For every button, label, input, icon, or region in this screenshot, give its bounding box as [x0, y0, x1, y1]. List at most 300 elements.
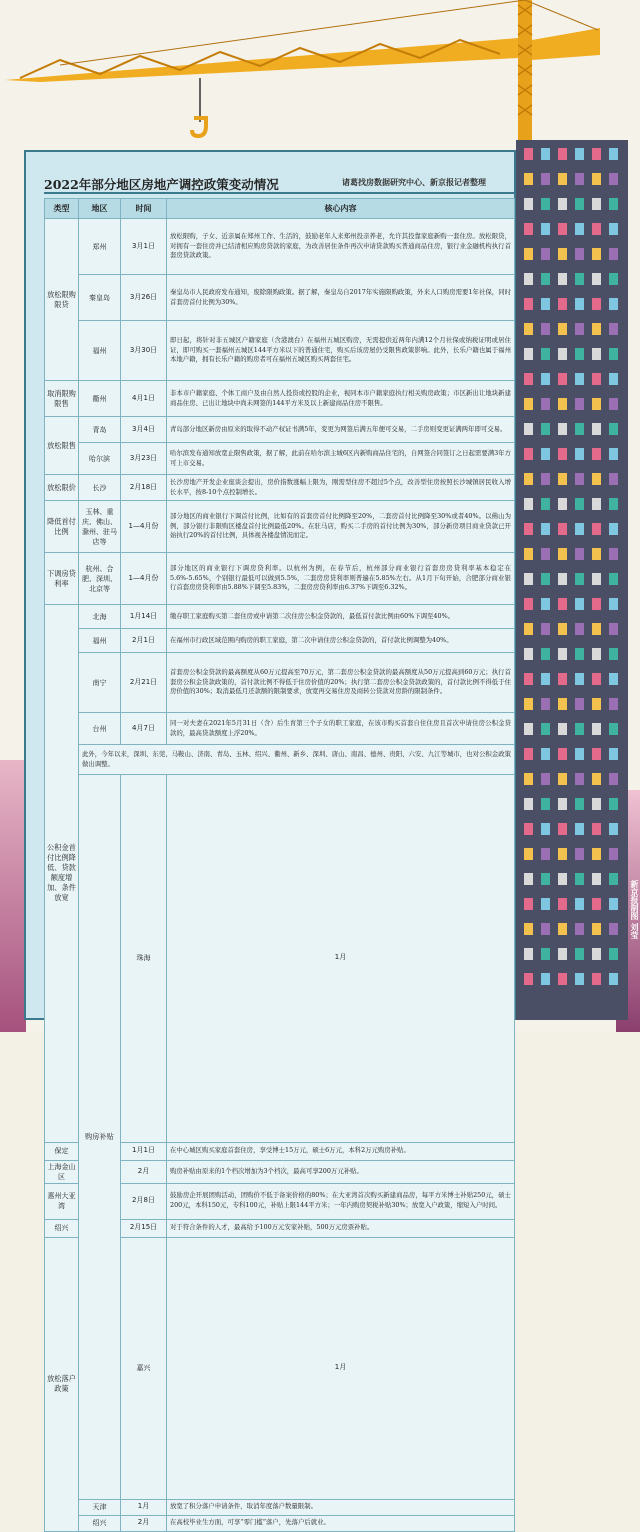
building-window	[541, 823, 550, 835]
title-divider	[44, 192, 514, 194]
building-window	[592, 323, 601, 335]
building-window	[609, 523, 618, 535]
header-time: 时间	[121, 199, 167, 219]
building-window	[609, 548, 618, 560]
building-window	[558, 173, 567, 185]
building-window	[575, 823, 584, 835]
building-window	[524, 298, 533, 310]
building-window	[609, 648, 618, 660]
content-cell: 秦皇岛市人民政府发布通知，废除限购政策。据了解，秦皇岛自2017年实施限购政策，外来人口购房需要1年社保，同时首套房首付比例为30%。	[167, 275, 515, 321]
header-type: 类型	[45, 199, 79, 219]
building-illustration	[516, 140, 628, 1020]
building-window	[524, 673, 533, 685]
time-cell: 2月18日	[121, 475, 167, 501]
building-window	[558, 648, 567, 660]
building-window	[558, 698, 567, 710]
building-window	[524, 498, 533, 510]
content-cell: 青岛部分地区新房由原来的取得不动产权证书满5年，变更为网签后满五年便可交易，二手房则变更证满两年即可交易。	[167, 417, 515, 443]
category-cell: 购房补贴	[79, 775, 121, 1500]
time-cell: 4月7日	[121, 713, 167, 745]
time-cell: 1月	[167, 1237, 515, 1499]
building-window	[541, 548, 550, 560]
region-cell: 绍兴	[45, 1219, 79, 1237]
building-window	[609, 298, 618, 310]
table-row	[45, 321, 515, 381]
building-window	[558, 198, 567, 210]
building-window	[541, 873, 550, 885]
building-window	[575, 148, 584, 160]
building-window	[592, 473, 601, 485]
content-cell: 鼓励房企开展团购活动，团购价不低于备案价格的80%；在大亚湾首次购买新建商品房，每平方米博士补贴250元，硕士200元，本科150元，专科100元，补贴上限144平方米；一年内购房契税补贴30%；放宽入户政策，缩短入户时间。	[167, 1183, 515, 1219]
building-window	[524, 173, 533, 185]
content-cell: 在高校毕业生方面，可享“零门槛”落户，先落户后就业。	[167, 1515, 515, 1531]
time-cell: 2月1日	[121, 629, 167, 653]
building-window	[524, 348, 533, 360]
building-window	[575, 848, 584, 860]
building-window	[575, 398, 584, 410]
building-window	[592, 873, 601, 885]
region-cell: 杭州、合肥、深圳、北京等	[79, 553, 121, 605]
time-cell: 1月	[167, 775, 515, 1143]
building-window	[541, 198, 550, 210]
table-row	[45, 653, 515, 713]
content-cell: 哈尔滨发布通知放宽止限售政策，据了解，此前在哈尔滨主城6区内新购商品住宅的，自网签合同签订之日起需要满3年方可上市交易。	[167, 443, 515, 475]
building-window	[592, 523, 601, 535]
building-window	[558, 423, 567, 435]
building-window	[541, 973, 550, 985]
building-window	[558, 548, 567, 560]
building-window	[541, 348, 550, 360]
building-window	[575, 173, 584, 185]
building-window	[592, 448, 601, 460]
building-window	[592, 273, 601, 285]
table-row	[45, 475, 515, 501]
building-window	[609, 198, 618, 210]
building-window	[558, 823, 567, 835]
building-window	[575, 448, 584, 460]
building-window	[575, 248, 584, 260]
building-window	[592, 623, 601, 635]
building-window	[575, 748, 584, 760]
building-window	[558, 273, 567, 285]
building-window	[524, 748, 533, 760]
building-window	[524, 948, 533, 960]
category-cell: 下调房贷利率	[45, 553, 79, 605]
building-window	[524, 773, 533, 785]
building-window	[558, 623, 567, 635]
table-row	[45, 629, 515, 653]
building-window	[541, 373, 550, 385]
category-cell: 取消限购限售	[45, 381, 79, 417]
building-window	[592, 848, 601, 860]
time-cell: 2月	[121, 1160, 167, 1183]
building-window	[541, 398, 550, 410]
time-cell: 2月21日	[121, 653, 167, 713]
policy-table	[44, 198, 515, 1532]
region-cell: 福州	[79, 629, 121, 653]
building-window	[541, 248, 550, 260]
building-window	[609, 873, 618, 885]
content-cell: 非本市户籍家庭、个体工商户及由自然人投资或控股的企业，视同本市户籍家庭执行相关购房政策；市区新出让地块新建商品住房、已出让地块中尚未网签的144平方米及以上新建商品住房不限售。	[167, 381, 515, 417]
building-window	[558, 298, 567, 310]
building-window	[558, 948, 567, 960]
region-cell: 嘉兴	[121, 1237, 167, 1499]
region-cell: 南宁	[79, 653, 121, 713]
building-window	[575, 573, 584, 585]
building-window	[609, 923, 618, 935]
building-window	[575, 548, 584, 560]
building-window	[558, 898, 567, 910]
category-cell: 放松限价	[45, 475, 79, 501]
region-cell: 福州	[79, 321, 121, 381]
building-window	[524, 248, 533, 260]
table-row	[45, 745, 515, 775]
building-window	[575, 723, 584, 735]
building-window	[575, 523, 584, 535]
building-window	[592, 348, 601, 360]
time-cell: 1月	[121, 1499, 167, 1515]
building-window	[575, 348, 584, 360]
building-window	[541, 673, 550, 685]
building-window	[609, 498, 618, 510]
building-window	[609, 673, 618, 685]
building-window	[524, 923, 533, 935]
building-window	[558, 373, 567, 385]
building-window	[541, 623, 550, 635]
time-cell: 3月23日	[121, 443, 167, 475]
time-cell: 2月8日	[121, 1183, 167, 1219]
time-cell: 3月26日	[121, 275, 167, 321]
content-cell: 首套房公积金贷款的最高额度从60万元提高至70万元，第二套房公积金贷款的最高额度从50万元提高到60万元；执行首套房公积金贷款政策的，首付款比例不得低于住房价值的20%；执行第二套房公积金贷款政策的，首付款比例不得低于住房价值的30%；取消最低月还款额的限制要求，放宽再交易住房及商转公贷款对房龄的限制条件。	[167, 653, 515, 713]
building-window	[541, 448, 550, 460]
building-window	[541, 898, 550, 910]
region-cell: 哈尔滨	[79, 443, 121, 475]
building-window	[609, 773, 618, 785]
building-window	[592, 223, 601, 235]
building-window	[541, 298, 550, 310]
building-window	[592, 298, 601, 310]
building-window	[575, 648, 584, 660]
building-window	[558, 223, 567, 235]
table-row	[45, 1515, 515, 1531]
region-cell: 北海	[79, 605, 121, 629]
building-window	[575, 948, 584, 960]
table-row	[45, 553, 515, 605]
content-cell: 放松限购，子女、近亲属在郑州工作、生活的，鼓励老年人来郑州投亲养老，允许其投靠家庭新购一套住房。放松限贷，对拥有一套住房并已结清相应购房贷款的家庭，为改善居住条件再次申请贷款购买普通商品住房，银行业金融机构执行首套房贷款政策。	[167, 219, 515, 275]
building-window	[541, 848, 550, 860]
building-window	[575, 898, 584, 910]
building-window	[558, 573, 567, 585]
building-window	[558, 973, 567, 985]
building-window	[524, 523, 533, 535]
table-row	[45, 713, 515, 745]
building-window	[575, 973, 584, 985]
category-cell: 放松限售	[45, 417, 79, 475]
city-silhouette-left	[0, 760, 26, 1032]
building-window	[541, 798, 550, 810]
building-window	[592, 498, 601, 510]
building-window	[609, 223, 618, 235]
content-cell: 在福州市行政区域范围内购房的职工家庭，第二次申请住房公积金贷款的，首付款比例调整为40%。	[167, 629, 515, 653]
building-window	[592, 923, 601, 935]
region-cell: 郑州	[79, 219, 121, 275]
building-window	[575, 798, 584, 810]
region-cell: 衢州	[79, 381, 121, 417]
building-window	[609, 723, 618, 735]
building-window	[524, 698, 533, 710]
building-window	[558, 748, 567, 760]
building-window	[609, 323, 618, 335]
building-window	[609, 823, 618, 835]
content-cell: 即日起，将针对非五城区户籍家庭（含港澳台）在福州五城区购房，无需提供近两年内满12个月社保或纳税证明或居住证，即可购买一套福州五城区144平方米以下的普通住宅，购买后该房屋仍受限售政策影响。此外，长乐户籍也属于福州本地户籍，拥有长乐户籍的购房者可在福州五城区购买两套住宅。	[167, 321, 515, 381]
table-row	[45, 219, 515, 275]
region-cell: 青岛	[79, 417, 121, 443]
building-window	[558, 398, 567, 410]
time-cell: 1—4月份	[121, 501, 167, 553]
category-cell: 放松限购限贷	[45, 219, 79, 381]
building-window	[541, 748, 550, 760]
source-credit: 诸葛找房数据研究中心、新京报记者整理	[342, 178, 486, 187]
building-window	[592, 773, 601, 785]
building-window	[541, 648, 550, 660]
building-window	[592, 548, 601, 560]
building-window	[524, 323, 533, 335]
building-window	[609, 423, 618, 435]
content-cell: 放宽了积分落户申请条件，取消年度落户数量限制。	[167, 1499, 515, 1515]
table-header-row	[45, 199, 515, 219]
building-window	[558, 798, 567, 810]
building-window	[558, 448, 567, 460]
category-cell: 降低首付比例	[45, 501, 79, 553]
building-window	[575, 623, 584, 635]
building-window	[524, 473, 533, 485]
building-window	[592, 598, 601, 610]
building-window	[541, 423, 550, 435]
table-row	[45, 381, 515, 417]
building-window	[592, 898, 601, 910]
building-window	[558, 473, 567, 485]
building-window	[524, 223, 533, 235]
building-window	[575, 873, 584, 885]
time-cell: 1月14日	[121, 605, 167, 629]
table-row	[45, 275, 515, 321]
building-window	[558, 148, 567, 160]
building-window	[609, 798, 618, 810]
building-window	[609, 448, 618, 460]
content-cell: 同一对夫妻在2021年5月31日（含）后生育第三个子女的职工家庭，在该市购买首套自住住房且首次申请住房公积金贷款的，最高贷款额度上浮20%。	[167, 713, 515, 745]
content-cell: 部分地区的商业银行下调首付比例，比如有的首套房首付比例降至20%，二套房首付比例降至30%或者40%。以佛山为例，部分银行非限购区楼盘首付比例最低20%。在驻马店，购买二手房的首付比例为30%，部分新房项目商业贷款已开始执行20%的首付比例，具体视各楼盘情况而定。	[167, 501, 515, 553]
building-window	[541, 948, 550, 960]
region-cell: 绍兴	[79, 1515, 121, 1531]
building-window	[609, 598, 618, 610]
building-window	[524, 648, 533, 660]
building-window	[592, 573, 601, 585]
building-window	[524, 573, 533, 585]
time-cell: 4月1日	[121, 381, 167, 417]
page-title: 2022年部分地区房地产调控政策变动情况	[44, 177, 279, 192]
building-window	[558, 248, 567, 260]
building-window	[575, 673, 584, 685]
building-window	[524, 398, 533, 410]
building-window	[558, 673, 567, 685]
building-window	[592, 798, 601, 810]
building-window	[609, 748, 618, 760]
building-window	[575, 923, 584, 935]
crane-illustration	[0, 0, 640, 145]
building-window	[524, 148, 533, 160]
building-window	[541, 598, 550, 610]
header-content: 核心内容	[167, 199, 515, 219]
building-window	[541, 323, 550, 335]
building-window	[524, 598, 533, 610]
building-window	[558, 523, 567, 535]
building-window	[575, 223, 584, 235]
building-window	[524, 848, 533, 860]
building-window	[575, 698, 584, 710]
region-cell: 上海金山区	[45, 1160, 79, 1183]
content-cell: 部分地区的商业银行下调房贷利率。以杭州为例，在春节后，杭州部分商业银行首套房房贷利率基本稳定在5.6%-5.65%，个别银行最低可以做到5.5%，二套房房贷利率则普遍在5.85%左右。从1月下旬开始，合肥部分商业银行首套房房贷利率由5.88%下调至5.83%，二套房房贷利率由6.37%下调至6.32%。	[167, 553, 515, 605]
time-cell: 1—4月份	[121, 553, 167, 605]
region-cell: 长沙	[79, 475, 121, 501]
time-cell: 1月1日	[121, 1142, 167, 1160]
building-window	[592, 198, 601, 210]
building-window	[524, 548, 533, 560]
content-cell: 对于符合条件的人才，最高给予100万元安家补贴，500万元房票补贴。	[167, 1219, 515, 1237]
table-row	[45, 501, 515, 553]
building-window	[609, 573, 618, 585]
building-window	[524, 373, 533, 385]
building-window	[592, 673, 601, 685]
building-window	[558, 498, 567, 510]
building-window	[524, 723, 533, 735]
building-window	[609, 348, 618, 360]
building-window	[541, 148, 550, 160]
region-cell: 惠州大亚湾	[45, 1183, 79, 1219]
note-cell: 此外，今年以来，深圳、东莞、马鞍山、济南、青岛、玉林、绍兴、衢州、新乡、深圳、唐山、南昌、德州、贵阳、六安、九江等城市，也对公积金政策做出调整。	[79, 745, 515, 775]
building-window	[592, 723, 601, 735]
building-window	[541, 723, 550, 735]
building-window	[558, 323, 567, 335]
category-cell: 放松落户政策	[45, 1237, 79, 1531]
table-row	[45, 443, 515, 475]
building-window	[575, 498, 584, 510]
building-window	[575, 198, 584, 210]
building-window	[575, 773, 584, 785]
building-window	[609, 398, 618, 410]
building-window	[524, 448, 533, 460]
time-cell: 2月	[121, 1515, 167, 1531]
building-window	[524, 798, 533, 810]
building-window	[524, 623, 533, 635]
building-window	[541, 273, 550, 285]
building-window	[609, 848, 618, 860]
building-window	[609, 473, 618, 485]
table-row	[45, 1499, 515, 1515]
building-window	[541, 698, 550, 710]
time-cell: 3月1日	[121, 219, 167, 275]
building-window	[524, 973, 533, 985]
time-cell: 3月30日	[121, 321, 167, 381]
region-cell: 秦皇岛	[79, 275, 121, 321]
building-window	[524, 898, 533, 910]
building-window	[541, 473, 550, 485]
building-window	[609, 148, 618, 160]
building-window	[609, 273, 618, 285]
building-window	[609, 373, 618, 385]
building-window	[592, 948, 601, 960]
building-window	[524, 823, 533, 835]
region-cell: 玉林、重庆、佛山、滁州、驻马店等	[79, 501, 121, 553]
building-window	[592, 648, 601, 660]
table-row	[45, 417, 515, 443]
building-window	[592, 173, 601, 185]
region-cell: 珠海	[121, 775, 167, 1143]
building-window	[575, 473, 584, 485]
content-cell: 长沙房地产开发企业座谈会提出，房价指数涨幅上限为，刚需型住房不超过5个点，改善型住房按照长沙城镇居民收入增长水平，按8-10个点控制增长。	[167, 475, 515, 501]
building-window	[592, 373, 601, 385]
building-window	[558, 348, 567, 360]
building-window	[609, 173, 618, 185]
building-window	[541, 223, 550, 235]
side-credit: 新京报制图 刘莹	[630, 880, 639, 939]
building-window	[575, 298, 584, 310]
building-window	[592, 248, 601, 260]
building-window	[592, 748, 601, 760]
header-region: 地区	[79, 199, 121, 219]
building-window	[592, 423, 601, 435]
building-window	[609, 248, 618, 260]
building-window	[592, 698, 601, 710]
region-cell: 台州	[79, 713, 121, 745]
building-window	[524, 273, 533, 285]
time-cell: 2月15日	[121, 1219, 167, 1237]
content-cell: 缴存职工家庭购买第二套住房或申请第二次住房公积金贷款的，最低首付款比例由60%下调至40%。	[167, 605, 515, 629]
building-window	[541, 573, 550, 585]
building-window	[592, 148, 601, 160]
category-cell: 公积金首付比例降低、贷款额度增加、条件放宽	[45, 605, 79, 1143]
building-window	[541, 773, 550, 785]
building-window	[592, 973, 601, 985]
building-window	[541, 923, 550, 935]
building-window	[592, 398, 601, 410]
content-cell: 购房补贴由原来的1个档次增加为3个档次，最高可享200万元补贴。	[167, 1160, 515, 1183]
building-window	[541, 498, 550, 510]
building-window	[575, 423, 584, 435]
building-window	[609, 698, 618, 710]
building-window	[558, 873, 567, 885]
building-window	[558, 848, 567, 860]
table-row	[45, 605, 515, 629]
building-window	[575, 273, 584, 285]
table-row	[45, 775, 515, 1143]
building-window	[609, 973, 618, 985]
region-cell: 保定	[45, 1142, 79, 1160]
building-window	[558, 923, 567, 935]
building-window	[524, 198, 533, 210]
building-window	[524, 873, 533, 885]
building-window	[541, 523, 550, 535]
building-window	[558, 598, 567, 610]
building-window	[558, 773, 567, 785]
building-window	[609, 623, 618, 635]
region-cell: 天津	[79, 1499, 121, 1515]
building-window	[524, 423, 533, 435]
content-cell: 在中心城区购买家庭首套住房，享受博士15万元，硕士6万元，本科2万元购房补贴。	[167, 1142, 515, 1160]
building-window	[592, 823, 601, 835]
building-window	[575, 598, 584, 610]
building-window	[558, 723, 567, 735]
building-window	[609, 898, 618, 910]
